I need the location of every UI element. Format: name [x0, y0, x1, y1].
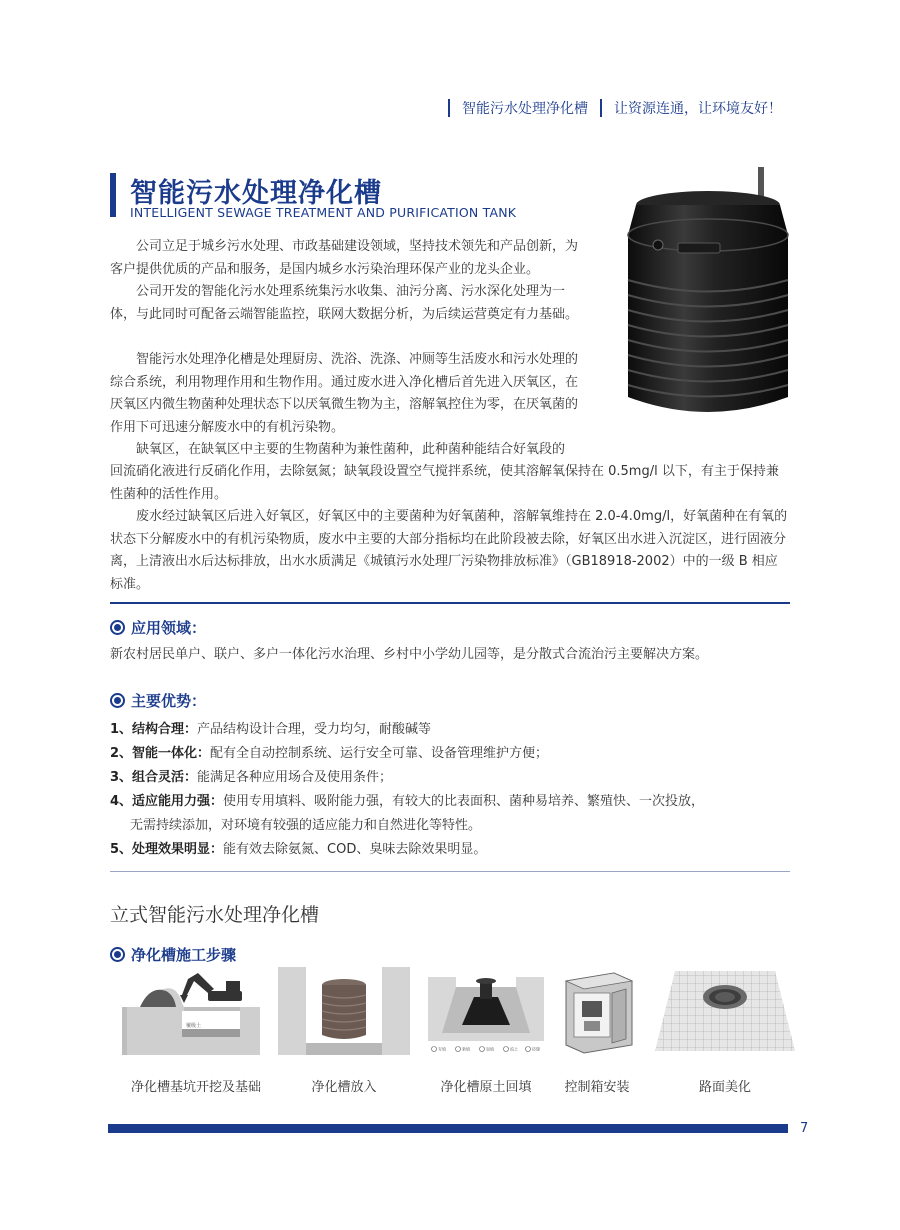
backfill-legend-label: 砖缝: [532, 1046, 540, 1052]
section-divider-thin: [110, 871, 790, 872]
bullet-icon: [110, 947, 125, 962]
step-caption-backfill: 净化槽原土回填: [440, 1080, 532, 1095]
page-number: 7: [800, 1121, 809, 1136]
steps-heading: [110, 944, 236, 965]
advantage-item: 5、处理效果明显：能有效去除氨氮、COD、臭味去除效果明显。: [110, 842, 487, 857]
backfill-legend-label: 夯填: [438, 1046, 446, 1052]
step-caption-pavement: 路面美化: [698, 1080, 751, 1095]
intro-paragraph-4b: 回流硝化液进行反硝化作用，去除氨氮；缺氧段设置空气搅拌系统，使其溶解氧保持在 0.5mg/l 以下，有主于保持兼性菌种的活性作用。: [110, 464, 779, 502]
advantage-item: 1、结构合理：产品结构设计合理，受力均匀，耐酸碱等: [110, 722, 432, 737]
step-caption-control-box: 控制箱安装: [564, 1080, 630, 1095]
header-slogan: 让资源连通，让环境友好！: [614, 101, 782, 117]
bullet-icon: [110, 620, 125, 635]
header-product: 智能污水处理净化槽: [462, 101, 588, 117]
step-image-control-box: [556, 967, 638, 1055]
backfill-legend-label: 新填: [462, 1046, 470, 1052]
title-accent-bar: [110, 173, 116, 217]
step-image-excavation: [122, 967, 260, 1055]
vertical-tank-title: 立式智能污水处理净化槽: [110, 904, 320, 926]
header-divider: [600, 99, 602, 117]
step-image-backfill: [428, 967, 544, 1055]
application-heading: [110, 617, 206, 638]
step-image-tank-placement: [278, 967, 410, 1055]
page-title: 智能污水处理净化槽: [130, 178, 382, 209]
step-caption-excavation: 净化槽基坑开挖及基础: [130, 1080, 261, 1095]
advantage-item: 2、智能一体化：配有全自动控制系统、运行安全可靠、设备管理维护方便；: [110, 746, 549, 761]
step-caption-tank-placement: 净化槽放入: [311, 1080, 377, 1095]
backfill-legend-label: 流土: [510, 1046, 518, 1052]
intro-paragraph-5: 废水经过缺氧区后进入好氧区，好氧区中的主要菌种为好氧菌种，溶解氧维持在 2.0-4.0mg/l，好氧菌种在有氧的状态下分解废水中的有机污染物质，废水中主要的大部分指标均在此阶段被去除，好氧区出水进入沉淀区，进行固液分离，上清液出水后达标排放，出水水质满足《城镇污水处理厂污染物排放标准》（GB18918-2002）中的一级 B 相应标准。: [110, 509, 788, 592]
steps-heading-text: 净化槽施工步骤: [131, 946, 237, 964]
application-heading-text: 应用领域：: [131, 619, 207, 637]
intro-paragraph-4a: 缺氧区，在缺氧区中主要的生物菌种为兼性菌种，此种菌种能结合好氧段的: [136, 442, 566, 457]
header-divider: [448, 99, 450, 117]
excavation-label: 覆级土: [186, 1023, 202, 1029]
tank-product-image: [618, 165, 798, 425]
application-text: 新农村居民单户、联户、多户一体化污水治理、乡村中小学幼儿园等，是分散式合流治污主要解决方案。: [110, 647, 709, 662]
page-header: [436, 97, 782, 119]
intro-paragraph-3: 智能污水处理净化槽是处理厨房、洗浴、洗涤、冲厕等生活废水和污水处理的综合系统，利用物理作用和生物作用。通过废水进入净化槽后首先进入厌氧区，在厌氧区内微生物菌种处理状态下以厌氧微生物为主，溶解氧控住为零，在厌氧菌的作用下可迅速分解废水中的有机污染物。: [110, 352, 579, 435]
advantages-heading-text: 主要优势：: [131, 692, 207, 710]
intro-paragraph-1: 公司立足于城乡污水处理、市政基础建设领域，坚持技术领先和产品创新，为客户提供优质的产品和服务，是国内城乡水污染治理环保产业的龙头企业。: [110, 239, 579, 277]
step-image-pavement: [655, 967, 795, 1055]
advantages-heading: [110, 690, 206, 711]
advantage-item-continuation: 无需持续添加，对环境有较强的适应能力和自然进化等特性。: [130, 818, 482, 833]
advantage-item: 3、组合灵活：能满足各种应用场合及使用条件；: [110, 770, 393, 785]
section-divider: [110, 602, 790, 604]
footer-bar: [108, 1124, 788, 1133]
bullet-icon: [110, 693, 125, 708]
page-subtitle-en: INTELLIGENT SEWAGE TREATMENT AND PURIFICATION TANK: [130, 205, 517, 220]
intro-paragraph-2: 公司开发的智能化污水处理系统集污水收集、油污分离、污水深化处理为一体，与此同时可配备云端智能监控，联网大数据分析，为后续运营奠定有力基础。: [110, 284, 579, 322]
advantage-item: 4、适应能用力强：使用专用填料、吸附能力强，有较大的比表面积、菌种易培养、繁殖快、一次投放，: [110, 794, 705, 809]
backfill-legend-label: 加填: [486, 1046, 494, 1052]
